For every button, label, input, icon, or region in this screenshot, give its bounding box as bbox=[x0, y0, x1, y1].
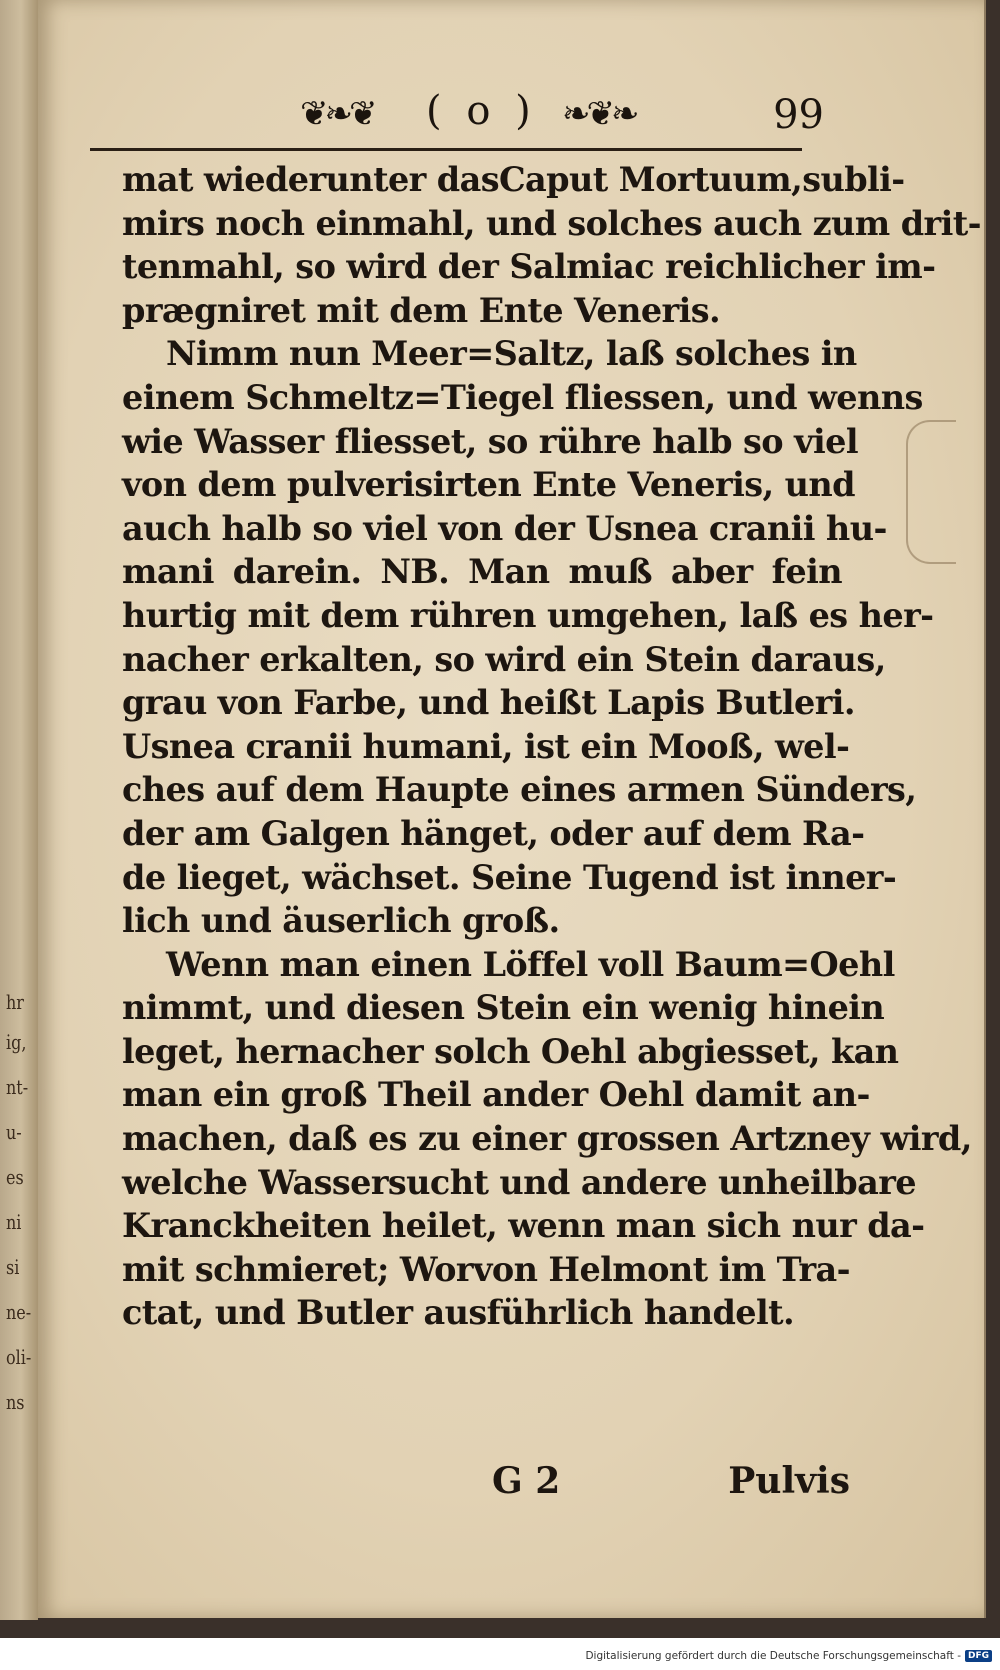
text-line: ches auf dem Haupte eines armen Sünders, bbox=[122, 770, 917, 810]
digitization-credit bbox=[585, 1650, 992, 1662]
text-line: welche Wassersucht und andere unheilbare bbox=[122, 1162, 916, 1202]
text-line: grau von Farbe, und heißt Lapis Butleri. bbox=[122, 683, 855, 723]
header-rule bbox=[90, 148, 802, 151]
text-line: nimmt, und diesen Stein ein wenig hinein bbox=[122, 988, 885, 1028]
text-line: man ein groß Theil ander Oehl damit an- bbox=[122, 1075, 870, 1115]
header-mark: ( o ) bbox=[426, 88, 537, 134]
text-line: der am Galgen hänget, oder auf dem Ra- bbox=[122, 813, 865, 853]
dfg-logo: DFG bbox=[965, 1650, 992, 1662]
text-line: nacher erkalten, so wird ein Stein daraus, bbox=[122, 639, 886, 679]
margin-fragment: hr bbox=[6, 990, 24, 1014]
text-line: mani darein. NB. Man muß aber fein bbox=[122, 552, 842, 592]
page-number: 99 bbox=[773, 92, 824, 138]
text-line: machen, daß es zu einer grossen Artzney wird, bbox=[122, 1119, 972, 1159]
facing-page-edge bbox=[0, 0, 38, 1620]
page-header bbox=[90, 88, 824, 144]
text-line: einem Schmeltz=Tiegel fliessen, und wenns bbox=[122, 377, 923, 417]
margin-fragment: si bbox=[6, 1255, 20, 1279]
margin-fragment: oli- bbox=[6, 1345, 32, 1369]
page-footer bbox=[122, 1460, 850, 1510]
margin-fragment: ni bbox=[6, 1210, 22, 1234]
body-text bbox=[122, 158, 981, 1335]
text-line: mirs noch einmahl, und solches auch zum drit- bbox=[122, 203, 981, 243]
margin-fragment: ig, bbox=[6, 1030, 27, 1054]
margin-fragment: u- bbox=[6, 1120, 22, 1144]
text-line: mit schmieret; Worvon Helmont im Tra- bbox=[122, 1249, 850, 1289]
digitization-note: Digitalisierung gefördert durch die Deutsche Forschungsgemeinschaft - bbox=[585, 1650, 961, 1662]
text-line: wie Wasser fliesset, so rühre halb so viel bbox=[122, 421, 858, 461]
right-ornament-icon: ❧❦❧ bbox=[562, 94, 636, 134]
text-line: Nimm nun Meer=Saltz, laß solches in bbox=[166, 334, 857, 374]
margin-fragment: nt- bbox=[6, 1075, 29, 1099]
text-line: mat wiederunter dasCaput Mortuum,subli- bbox=[122, 160, 905, 199]
paper-stain bbox=[906, 420, 956, 564]
catchword: Pulvis bbox=[728, 1460, 850, 1502]
text-line: tenmahl, so wird der Salmiac reichlicher im- bbox=[122, 247, 936, 287]
text-line: ctat, und Butler ausführlich handelt. bbox=[122, 1293, 795, 1333]
signature-mark: G 2 bbox=[492, 1460, 561, 1502]
text-line: lich und äuserlich groß. bbox=[122, 901, 560, 941]
text-line: hurtig mit dem rühren umgehen, laß es her- bbox=[122, 595, 934, 635]
book-page bbox=[38, 0, 986, 1618]
margin-fragment: es bbox=[6, 1165, 24, 1189]
margin-fragment: ne- bbox=[6, 1300, 32, 1324]
left-ornament-icon: ❦❧❦ bbox=[300, 94, 374, 134]
text-line: Wenn man einen Löffel voll Baum=Oehl bbox=[166, 944, 895, 984]
text-line: leget, hernacher solch Oehl abgiesset, kan bbox=[122, 1031, 899, 1071]
text-line: auch halb so viel von der Usnea cranii hu- bbox=[122, 508, 887, 548]
margin-fragment: ns bbox=[6, 1390, 25, 1414]
text-line: von dem pulverisirten Ente Veneris, und bbox=[122, 465, 855, 505]
text-line: de lieget, wächset. Seine Tugend ist inner- bbox=[122, 857, 897, 897]
text-line: prægniret mit dem Ente Veneris. bbox=[122, 290, 721, 330]
text-line: Usnea cranii humani, ist ein Mooß, wel- bbox=[122, 726, 850, 766]
text-line: Kranckheiten heilet, wenn man sich nur da- bbox=[122, 1206, 925, 1246]
